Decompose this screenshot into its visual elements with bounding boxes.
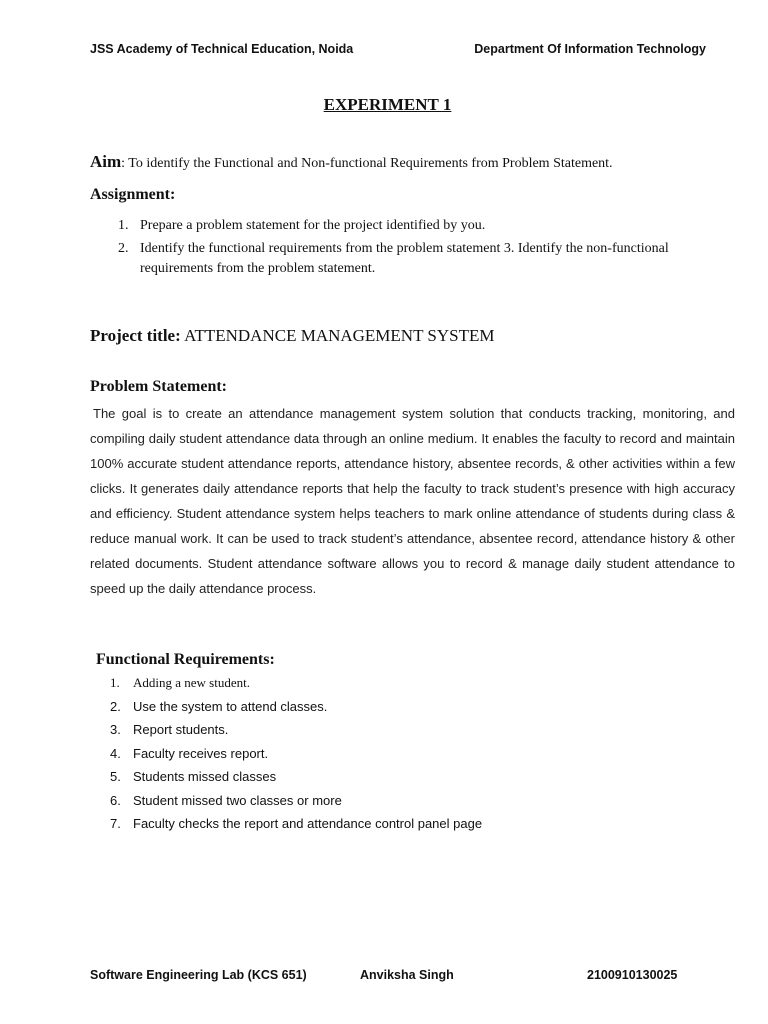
project-title-label: Project title:: [90, 326, 181, 345]
problem-statement-heading: Problem Statement:: [90, 378, 227, 395]
aim-line: [90, 152, 613, 172]
list-item-number: 7.: [110, 816, 121, 831]
footer-roll-number: 2100910130025: [587, 968, 678, 982]
assignment-heading: Assignment:: [90, 186, 176, 203]
list-item-text: Prepare a problem statement for the project identified by you.: [140, 218, 486, 233]
header-institution: JSS Academy of Technical Education, Noida: [90, 42, 354, 56]
list-item-number: 1.: [110, 675, 120, 690]
list-item-number: 4.: [110, 745, 121, 761]
list-item-text: Identify the functional requirements from the problem statement 3. Identify the non-functional requirements from the problem statement.: [140, 241, 669, 276]
list-item: [110, 673, 670, 697]
list-item-text: Use the system to attend classes.: [133, 698, 328, 714]
list-item-number: 1.: [118, 218, 129, 233]
list-item-text: Adding a new student.: [133, 675, 250, 690]
list-item-number: 2.: [118, 241, 129, 256]
list-item-number: 2.: [110, 698, 121, 714]
project-title-line: [90, 326, 495, 346]
list-item: [110, 767, 670, 791]
list-item: [110, 697, 670, 721]
list-item: [110, 791, 670, 815]
list-item-text: Report students.: [133, 722, 229, 737]
aim-text: : To identify the Functional and Non-functional Requirements from Problem Statement.: [121, 156, 613, 171]
list-item-number: 6.: [110, 792, 121, 808]
functional-requirements-list: [110, 673, 670, 838]
assignment-list: [118, 216, 678, 282]
footer-author: Anviksha Singh: [360, 968, 454, 982]
list-item: [110, 814, 670, 838]
list-item-number: 3.: [110, 722, 121, 737]
project-title-value: ATTENDANCE MANAGEMENT SYSTEM: [180, 326, 495, 345]
problem-statement-body: The goal is to create an attendance management system solution that conducts tracking, monitoring, and compiling daily student attendance data through an online medium. It enables the faculty to record and maintain 100% accurate student attendance reports, attendance history, absentee records, & other activities within a few clicks. It generates daily attendance reports that help the faculty to track student’s presence with high accuracy and efficiency. Student attendance system helps teachers to mark online attendance of students during class & reduce manual work. It can be used to track student’s attendance, absentee record, attendance history & other related documents. Student attendance software allows you to record & manage daily student attendance to speed up the daily attendance process.: [90, 406, 735, 596]
functional-requirements-heading: Functional Requirements:: [96, 651, 275, 668]
list-item-number: 5.: [110, 769, 121, 784]
list-item: [118, 216, 678, 236]
list-item-text: Faculty checks the report and attendance control panel page: [133, 816, 483, 831]
page-title: EXPERIMENT 1: [323, 95, 452, 114]
aim-label: Aim: [90, 152, 122, 171]
header-department: Department Of Information Technology: [474, 42, 706, 56]
list-item: [110, 720, 670, 744]
list-item: [118, 239, 678, 279]
list-item: [110, 744, 670, 768]
list-item-text: Student missed two classes or more: [133, 792, 342, 808]
list-item-text: Students missed classes: [133, 769, 277, 784]
list-item-text: Faculty receives report.: [133, 745, 269, 761]
footer-course: Software Engineering Lab (KCS 651): [90, 968, 307, 982]
